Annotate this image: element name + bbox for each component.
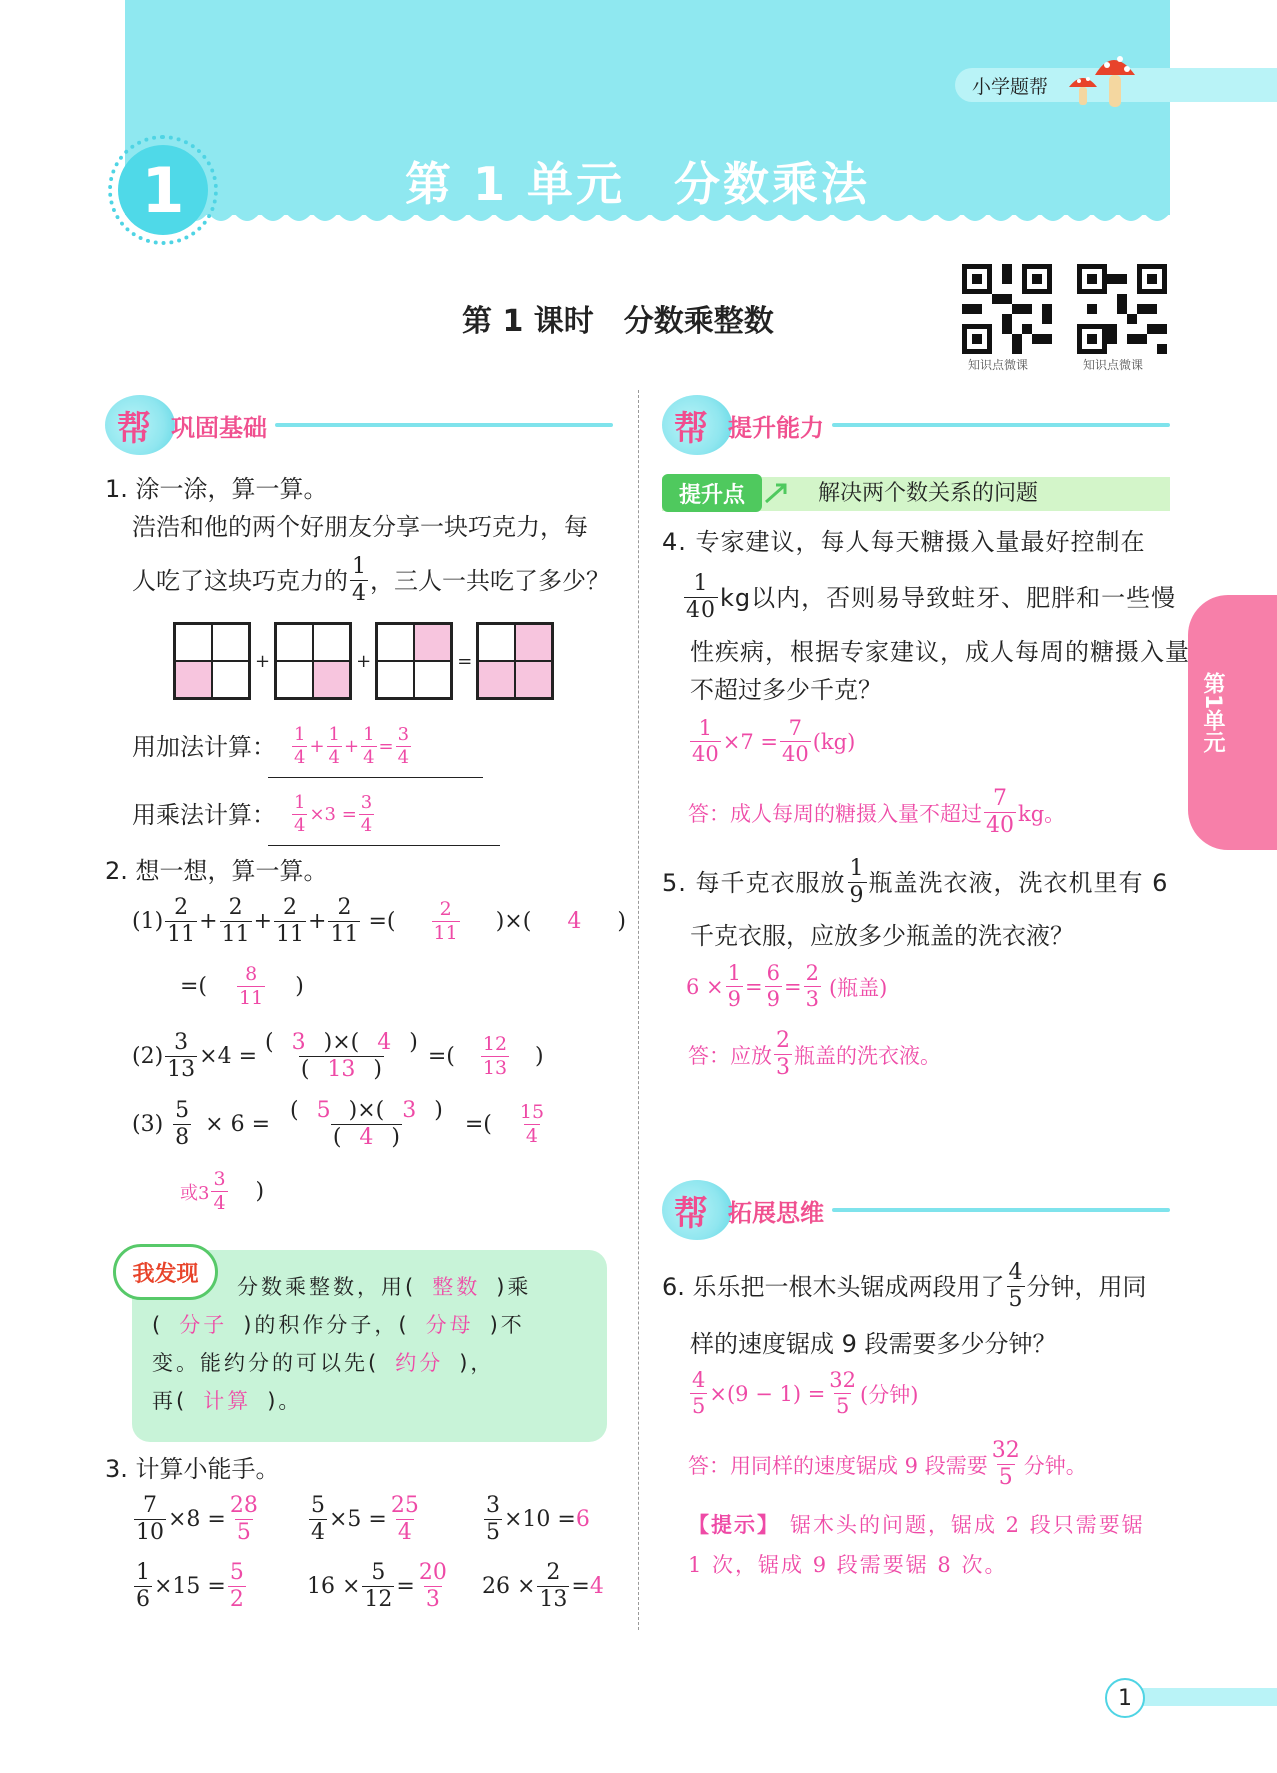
q3-item: $\frac{5}{4}$ ×5 = $\frac{25}{4}$	[311, 1493, 419, 1545]
section-expand-header	[662, 1180, 1170, 1240]
mul-label: 用乘法计算：	[132, 801, 276, 829]
q3-grid	[132, 1495, 602, 1611]
section-improve-header	[662, 395, 1170, 455]
qr-caption-2: 知识点微课	[1083, 358, 1144, 372]
q4-line-1: 4. 专家建议，每人每天糖摄入量最好控制在	[662, 528, 1146, 556]
page-number-circle: 1	[1105, 1678, 1145, 1718]
arrow-icon	[762, 480, 790, 506]
q3-item: 26 × $\frac{2}{13}$ = 4	[482, 1560, 604, 1612]
column-divider	[638, 390, 639, 1630]
q5-calc[interactable]: 6 × $\frac{1}{9}$ = 6 9 = 2 3 (瓶盖)	[686, 961, 888, 1011]
tip-text: 解决两个数关系的问题	[818, 481, 1039, 506]
tip-badge: 提升点	[662, 474, 762, 512]
q5-line-1: 5. 每千克衣服放 1 9 瓶盖洗衣液，洗衣机里有 6	[662, 856, 1169, 908]
qr-code-1[interactable]	[962, 264, 1052, 354]
qr-caption-1: 知识点微课	[968, 358, 1029, 372]
q4-answer[interactable]: 答：成人每周的糖摄入量不超过 7 40 kg。	[688, 786, 1066, 838]
grid-result[interactable]	[476, 622, 554, 700]
q3-item: $\frac{3}{5}$ ×10 = 6	[486, 1493, 590, 1545]
qr-code-2[interactable]	[1077, 264, 1167, 354]
section-icon: 帮	[662, 1180, 732, 1240]
answer-blank[interactable]: 2 11	[433, 898, 458, 944]
q4-line-3: 性疾病，根据专家建议，成人每周的糖摄入量	[690, 638, 1190, 666]
add-label: 用加法计算：	[132, 733, 276, 761]
answer-blank[interactable]: 8 11	[239, 963, 264, 1009]
q1-text-1: 浩浩和他的两个好朋友分享一块巧克力，每	[132, 513, 588, 541]
q2-part-3: (3) $\frac{5}{8}$ × 6 = $\frac{( 5 )\times( 3 )}{( 4 )}$ =( 15 4	[132, 1098, 545, 1150]
section-title: 提升能力	[728, 413, 824, 442]
mul-answer-line[interactable]: $\frac{1}{4}$ ×3 = $\frac{3}{4}$	[268, 784, 500, 846]
q4-line-4: 不超过多少千克？	[690, 676, 882, 704]
q2-part-1: (1) 2 11 + 2 11 + 2 11 + $\frac{2}{11}$ =( 2 11 )×( 4 )	[132, 895, 626, 947]
answer-blank[interactable]: 4	[567, 909, 582, 934]
discover-text: 分数乘整数，用( 整数 )乘 ( 分子 )的积作分子，( 分母 )不 变。能约分的可以先( 约分 )， 再( 计算 )。	[152, 1275, 532, 1413]
unit-number-circle	[118, 145, 208, 235]
q1-text-2: 人吃了这块巧克力的 1 4 ，三人一共吃了多少？	[132, 554, 610, 606]
side-tab-label: 第1单元	[1200, 672, 1225, 754]
q6-hint: 【提示】 锯木头的问题，锯成 2 段只需要锯 1 次，锯成 9 段需要锯 8 次。	[688, 1512, 1145, 1577]
fraction-grids	[173, 622, 554, 700]
grid-1[interactable]	[173, 622, 251, 700]
q1-heading: 1. 涂一涂，算一算。	[105, 475, 328, 503]
answer-blank[interactable]: 12 13	[482, 1033, 508, 1079]
section-rule	[832, 1208, 1170, 1212]
q3-item: $\frac{1}{6}$ ×15 = $\frac{5}{2}$	[136, 1560, 244, 1612]
q2-part-3-alt: 或3 3 4 )	[180, 1168, 265, 1214]
q5-answer[interactable]: 答：应放 2 3 瓶盖的洗衣液。	[688, 1028, 941, 1080]
grid-2[interactable]	[274, 622, 352, 700]
grid-3[interactable]	[375, 622, 453, 700]
section-title: 拓展思维	[728, 1198, 824, 1227]
section-title: 巩固基础	[171, 413, 267, 442]
q4-line-2: 1 40 kg以内，否则易导致蛀牙、肥胖和一些慢	[686, 571, 1177, 623]
unit-title: 第 1 单元 分数乘法	[405, 157, 871, 211]
plus-sign: +	[255, 650, 271, 672]
section-rule	[275, 423, 613, 427]
section-icon: 帮	[662, 395, 732, 455]
fraction: 1 4	[352, 554, 366, 606]
equals-sign: =	[457, 650, 473, 672]
add-answer-line[interactable]: 1 4 + 1 4 + 1 4 = 3 4	[268, 716, 483, 778]
q2-heading: 2. 想一想，算一算。	[105, 857, 328, 885]
q5-line-2: 千克衣服，应放多少瓶盖的洗衣液？	[690, 922, 1074, 950]
answer-blank[interactable]: 15 4	[519, 1101, 545, 1147]
section-icon: 帮	[105, 395, 175, 455]
q6-line-2: 样的速度锯成 9 段需要多少分钟？	[690, 1330, 1057, 1358]
section-rule	[832, 423, 1170, 427]
q3-item: 16 × $\frac{5}{12}$ = $\frac{20}{3}$	[307, 1560, 447, 1612]
plus-sign: +	[356, 650, 372, 672]
lesson-title: 第 1 课时 分数乘整数	[462, 304, 774, 339]
q6-line-1: 6. 乐乐把一根木头锯成两段用了 4 5 分钟，用同	[662, 1260, 1147, 1312]
q3-item: $\frac{7}{10}$ ×8 = $\frac{28}{5}$	[136, 1493, 258, 1545]
section-basic-header	[105, 395, 613, 455]
q6-answer[interactable]: 答：用同样的速度锯成 9 段需要 32 5 分钟。	[688, 1438, 1087, 1490]
mushroom-icon	[1065, 45, 1145, 115]
q2-part-2: (2) $\frac{3}{13}$ ×4 = $\frac{( 3 )\times( 4 )}{( 13 )}$ =( 12 13 )	[132, 1030, 544, 1082]
q3-heading: 3. 计算小能手。	[105, 1455, 280, 1483]
discover-badge: 我发现	[113, 1244, 218, 1300]
q4-calc[interactable]: $\frac{1}{40}$ ×7 = $\frac{7}{40}$ (kg)	[692, 716, 856, 766]
q2-part-1-result: =( 8 11 )	[180, 963, 304, 1009]
unit-number: 1	[141, 153, 185, 227]
q6-calc[interactable]: $\frac{4}{5}$ ×(9 − 1) = $\frac{32}{5}$ (分钟)	[692, 1368, 919, 1418]
brand-label: 小学题帮	[972, 76, 1049, 98]
